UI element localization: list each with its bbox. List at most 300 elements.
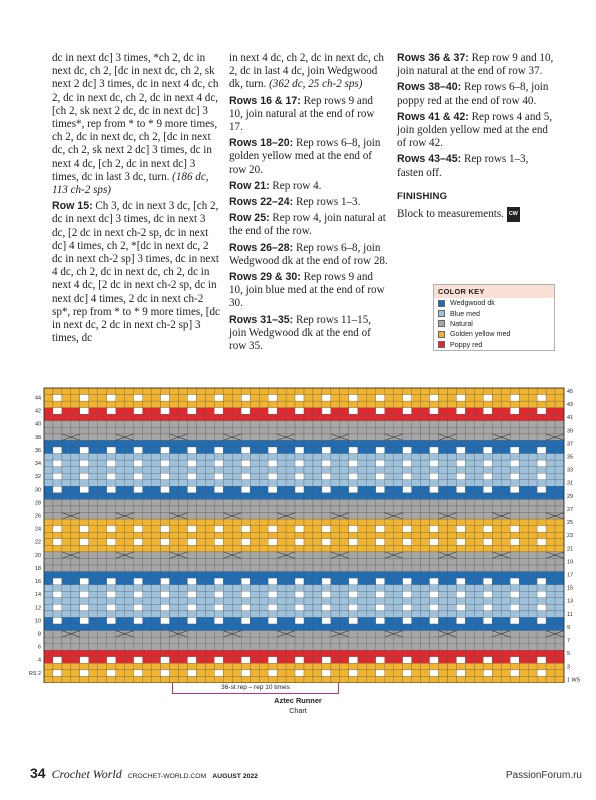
chart-cell [546, 440, 555, 447]
chart-cell [555, 434, 564, 441]
chart-cell [125, 519, 134, 526]
chart-cell [232, 611, 241, 618]
chart-cell [376, 486, 385, 493]
chart-cell [519, 558, 528, 565]
chart-cell [116, 493, 125, 500]
chart-cell [241, 552, 250, 559]
chart-cell [501, 585, 510, 592]
chart-cell [546, 388, 555, 395]
chart-cell [196, 663, 205, 670]
chart-cell [268, 558, 277, 565]
chart-cell [447, 460, 456, 467]
chart-cell [340, 539, 349, 546]
chart-cell [367, 663, 376, 670]
chart-cell [367, 467, 376, 474]
chart-cell [125, 421, 134, 428]
chart-cell [376, 598, 385, 605]
chart-cell [259, 617, 268, 624]
chart-cell [277, 532, 286, 539]
chart-cell [376, 604, 385, 611]
chart-cell [286, 513, 295, 520]
chart-cell [447, 408, 456, 415]
chart-cell [546, 585, 555, 592]
chart-cell [447, 414, 456, 421]
chart-cell [430, 473, 439, 480]
chart-cell [53, 532, 62, 539]
chart-cell [412, 670, 421, 677]
chart-cell [53, 408, 62, 415]
chart-cell [170, 486, 179, 493]
chart-cell [205, 427, 214, 434]
chart-cell [143, 499, 152, 506]
chart-cell [313, 395, 322, 402]
chart-cell [385, 480, 394, 487]
chart-cell [340, 558, 349, 565]
chart-cell [232, 565, 241, 572]
chart-cell [349, 558, 358, 565]
chart-cell [286, 624, 295, 631]
chart-cell [385, 657, 394, 664]
chart-cell [447, 663, 456, 670]
chart-cell [403, 480, 412, 487]
chart-cell [295, 480, 304, 487]
chart-cell [44, 526, 53, 533]
chart-cell [116, 644, 125, 651]
chart-cell [134, 408, 143, 415]
chart-cell [44, 408, 53, 415]
chart-cell [295, 434, 304, 441]
chart-cell [349, 526, 358, 533]
chart-cell [143, 526, 152, 533]
chart-cell [367, 578, 376, 585]
chart-cell [80, 414, 89, 421]
chart-cell [304, 578, 313, 585]
chart-cell [259, 421, 268, 428]
chart-cell [456, 395, 465, 402]
chart-cell [196, 447, 205, 454]
row-number: RS 2 [29, 670, 41, 677]
chart-cell [80, 499, 89, 506]
chart-cell [394, 480, 403, 487]
chart-cell [403, 493, 412, 500]
chart-cell [259, 650, 268, 657]
chart-cell [223, 513, 232, 520]
chart-cell [187, 650, 196, 657]
chart-cell [555, 480, 564, 487]
chart-cell [125, 440, 134, 447]
chart-cell [537, 545, 546, 552]
chart-cell [430, 578, 439, 585]
chart-cell [465, 434, 474, 441]
chart-cell [44, 519, 53, 526]
chart-cell [492, 676, 501, 683]
chart-cell [358, 434, 367, 441]
chart-cell [170, 578, 179, 585]
chart-cell [170, 532, 179, 539]
chart-cell [214, 572, 223, 579]
chart-cell [528, 532, 537, 539]
chart-cell [340, 670, 349, 677]
chart-cell [71, 598, 80, 605]
chart-cell [295, 506, 304, 513]
chart-cell [125, 434, 134, 441]
chart-cell [125, 473, 134, 480]
chart-cell [492, 558, 501, 565]
chart-cell [430, 539, 439, 546]
chart-cell [259, 519, 268, 526]
chart-cell [447, 395, 456, 402]
chart-cell [143, 414, 152, 421]
chart-cell [322, 545, 331, 552]
chart-cell [259, 480, 268, 487]
chart-cell [134, 663, 143, 670]
chart-cell [53, 572, 62, 579]
chart-cell [510, 670, 519, 677]
chart-cell [394, 506, 403, 513]
chart-cell [62, 539, 71, 546]
chart-cell [196, 532, 205, 539]
color-key-label: Blue med [450, 309, 480, 318]
chart-cell [250, 650, 259, 657]
chart-cell [501, 565, 510, 572]
chart-cell [367, 526, 376, 533]
chart-cell [62, 663, 71, 670]
chart-cell [349, 513, 358, 520]
chart-cell [223, 552, 232, 559]
chart-cell [555, 637, 564, 644]
chart-cell [430, 408, 439, 415]
chart-cell [331, 565, 340, 572]
chart-cell [161, 493, 170, 500]
chart-cell [555, 421, 564, 428]
chart-cell [447, 401, 456, 408]
chart-cell [134, 631, 143, 638]
chart-cell [313, 421, 322, 428]
chart-cell [268, 447, 277, 454]
chart-cell [241, 578, 250, 585]
chart-cell [474, 545, 483, 552]
chart-cell [492, 565, 501, 572]
row-number: 14 [35, 592, 41, 599]
chart-cell [456, 388, 465, 395]
chart-cell [331, 558, 340, 565]
chart-cell [465, 637, 474, 644]
chart-cell [537, 493, 546, 500]
chart-cell [483, 421, 492, 428]
chart-cell [430, 585, 439, 592]
chart-cell [205, 480, 214, 487]
chart-cell [170, 565, 179, 572]
chart-cell [125, 513, 134, 520]
chart-cell [53, 565, 62, 572]
chart-cell [438, 558, 447, 565]
chart-cell [295, 486, 304, 493]
chart-cell [331, 670, 340, 677]
chart-cell [519, 591, 528, 598]
website-url: CROCHET-WORLD.COM [127, 773, 207, 780]
chart-cell [268, 506, 277, 513]
chart-cell [456, 414, 465, 421]
chart-cell [546, 506, 555, 513]
chart-cell [340, 644, 349, 651]
chart-cell [277, 572, 286, 579]
chart-cell [510, 493, 519, 500]
chart-cell [546, 519, 555, 526]
chart-cell [438, 545, 447, 552]
chart-cell [98, 663, 107, 670]
chart-cell [528, 624, 537, 631]
chart-cell [385, 506, 394, 513]
chart-cell [80, 637, 89, 644]
chart-cell [62, 401, 71, 408]
chart-cell [277, 421, 286, 428]
chart-cell [313, 617, 322, 624]
color-key-label: Wedgwood dk [450, 299, 495, 308]
chart-cell [44, 513, 53, 520]
chart-cell [519, 585, 528, 592]
chart-cell [223, 447, 232, 454]
chart-cell [143, 604, 152, 611]
chart-cell [214, 604, 223, 611]
chart-cell [322, 565, 331, 572]
chart-cell [313, 539, 322, 546]
chart-cell [161, 631, 170, 638]
chart-cell [187, 617, 196, 624]
chart-cell [152, 539, 161, 546]
chart-cell [107, 539, 116, 546]
chart-cell [322, 624, 331, 631]
chart-cell [349, 657, 358, 664]
chart-cell [259, 545, 268, 552]
chart-cell [232, 657, 241, 664]
chart-cell [71, 513, 80, 520]
chart-cell [349, 663, 358, 670]
chart-cell [465, 598, 474, 605]
chart-cell [196, 670, 205, 677]
chart-cell [80, 598, 89, 605]
chart-cell [474, 591, 483, 598]
chart-cell [62, 604, 71, 611]
chart-cell [385, 552, 394, 559]
chart-cell [259, 578, 268, 585]
chart-cell [44, 545, 53, 552]
chart-cell [53, 401, 62, 408]
chart-cell [250, 565, 259, 572]
chart-cell [412, 447, 421, 454]
chart-cell [89, 539, 98, 546]
chart-cell [223, 499, 232, 506]
row-number: 7 [567, 638, 570, 645]
chart-cell [259, 611, 268, 618]
chart-cell [71, 624, 80, 631]
chart-cell [62, 480, 71, 487]
chart-cell [403, 644, 412, 651]
chart-cell [89, 519, 98, 526]
chart-cell [322, 395, 331, 402]
chart-cell [44, 401, 53, 408]
chart-cell [331, 486, 340, 493]
chart-cell [161, 467, 170, 474]
chart-cell [313, 499, 322, 506]
chart-cell [259, 598, 268, 605]
chart-cell [358, 414, 367, 421]
chart-cell [295, 414, 304, 421]
chart-cell [376, 624, 385, 631]
chart-cell [277, 526, 286, 533]
chart-cell [277, 578, 286, 585]
chart-cell [537, 499, 546, 506]
chart-cell [447, 427, 456, 434]
chart-cell [358, 539, 367, 546]
chart-cell [143, 591, 152, 598]
chart-cell [555, 572, 564, 579]
chart-cell [232, 545, 241, 552]
chart-cell [223, 408, 232, 415]
chart-cell [474, 460, 483, 467]
chart-cell [161, 486, 170, 493]
chart-cell [555, 395, 564, 402]
color-key-item [434, 340, 554, 350]
chart-cell [501, 513, 510, 520]
chart-cell [358, 670, 367, 677]
chart-cell [474, 408, 483, 415]
row-number: 16 [35, 579, 41, 586]
chart-cell [313, 480, 322, 487]
chart-cell [232, 526, 241, 533]
chart-cell [80, 486, 89, 493]
chart-cell [214, 460, 223, 467]
chart-cell [214, 493, 223, 500]
chart-cell [331, 480, 340, 487]
chart-cell [492, 644, 501, 651]
chart-cell [546, 480, 555, 487]
chart-cell [385, 513, 394, 520]
chart-cell [178, 670, 187, 677]
chart-cell [421, 499, 430, 506]
chart-cell [295, 421, 304, 428]
chart-cell [438, 506, 447, 513]
chart-cell [170, 434, 179, 441]
chart-cell [259, 631, 268, 638]
chart-cell [385, 598, 394, 605]
chart-cell [250, 539, 259, 546]
chart-cell [241, 598, 250, 605]
chart-cell [223, 657, 232, 664]
chart-cell [537, 624, 546, 631]
chart-cell [80, 526, 89, 533]
chart-cell [510, 414, 519, 421]
chart-cell [430, 637, 439, 644]
chart-cell [80, 421, 89, 428]
chart-cell [250, 414, 259, 421]
chart-cell [340, 545, 349, 552]
chart-cell [447, 480, 456, 487]
chart-cell [250, 624, 259, 631]
chart-cell [71, 388, 80, 395]
chart-cell [152, 526, 161, 533]
chart-cell [152, 460, 161, 467]
chart-cell [268, 408, 277, 415]
chart-cell [205, 631, 214, 638]
chart-cell [412, 395, 421, 402]
chart-cell [537, 604, 546, 611]
chart-cell [187, 631, 196, 638]
chart-cell [349, 395, 358, 402]
chart-cell [322, 572, 331, 579]
chart-cell [376, 650, 385, 657]
chart-cell [80, 663, 89, 670]
chart-cell [178, 460, 187, 467]
chart-cell [286, 414, 295, 421]
chart-cell [295, 644, 304, 651]
chart-cell [510, 663, 519, 670]
chart-cell [214, 617, 223, 624]
chart-cell [286, 388, 295, 395]
chart-cell [161, 611, 170, 618]
chart-cell [349, 572, 358, 579]
chart-cell [519, 421, 528, 428]
chart-cell [89, 591, 98, 598]
chart-cell [331, 493, 340, 500]
chart-cell [205, 526, 214, 533]
chart-cell [394, 434, 403, 441]
chart-cell [483, 486, 492, 493]
chart-cell [430, 388, 439, 395]
chart-cell [143, 598, 152, 605]
chart-cell [53, 526, 62, 533]
chart-cell [528, 578, 537, 585]
chart-cell [152, 624, 161, 631]
chart-cell [456, 624, 465, 631]
chart-cell [438, 532, 447, 539]
chart-cell [501, 650, 510, 657]
chart-cell [196, 395, 205, 402]
chart-cell [447, 637, 456, 644]
chart-cell [510, 545, 519, 552]
chart-cell [170, 460, 179, 467]
chart-cell [125, 545, 134, 552]
chart-cell [519, 493, 528, 500]
chart-cell [492, 526, 501, 533]
chart-cell [134, 506, 143, 513]
chart-cell [232, 447, 241, 454]
chart-cell [519, 427, 528, 434]
chart-cell [376, 519, 385, 526]
chart-cell [53, 454, 62, 461]
chart-cell [44, 414, 53, 421]
chart-cell [394, 572, 403, 579]
chart-cell [483, 663, 492, 670]
chart-cell [349, 552, 358, 559]
chart-cell [277, 401, 286, 408]
chart-cell [232, 650, 241, 657]
chart-cell [510, 526, 519, 533]
chart-cell [394, 617, 403, 624]
chart-cell [241, 499, 250, 506]
chart-cell [340, 552, 349, 559]
chart-cell [178, 486, 187, 493]
chart-cell [474, 670, 483, 677]
chart-cell [492, 454, 501, 461]
chart-cell [178, 545, 187, 552]
chart-cell [474, 604, 483, 611]
chart-cell [340, 454, 349, 461]
chart-cell [241, 585, 250, 592]
chart-cell [125, 631, 134, 638]
chart-cell [295, 637, 304, 644]
chart-cell [537, 558, 546, 565]
chart-cell [313, 408, 322, 415]
